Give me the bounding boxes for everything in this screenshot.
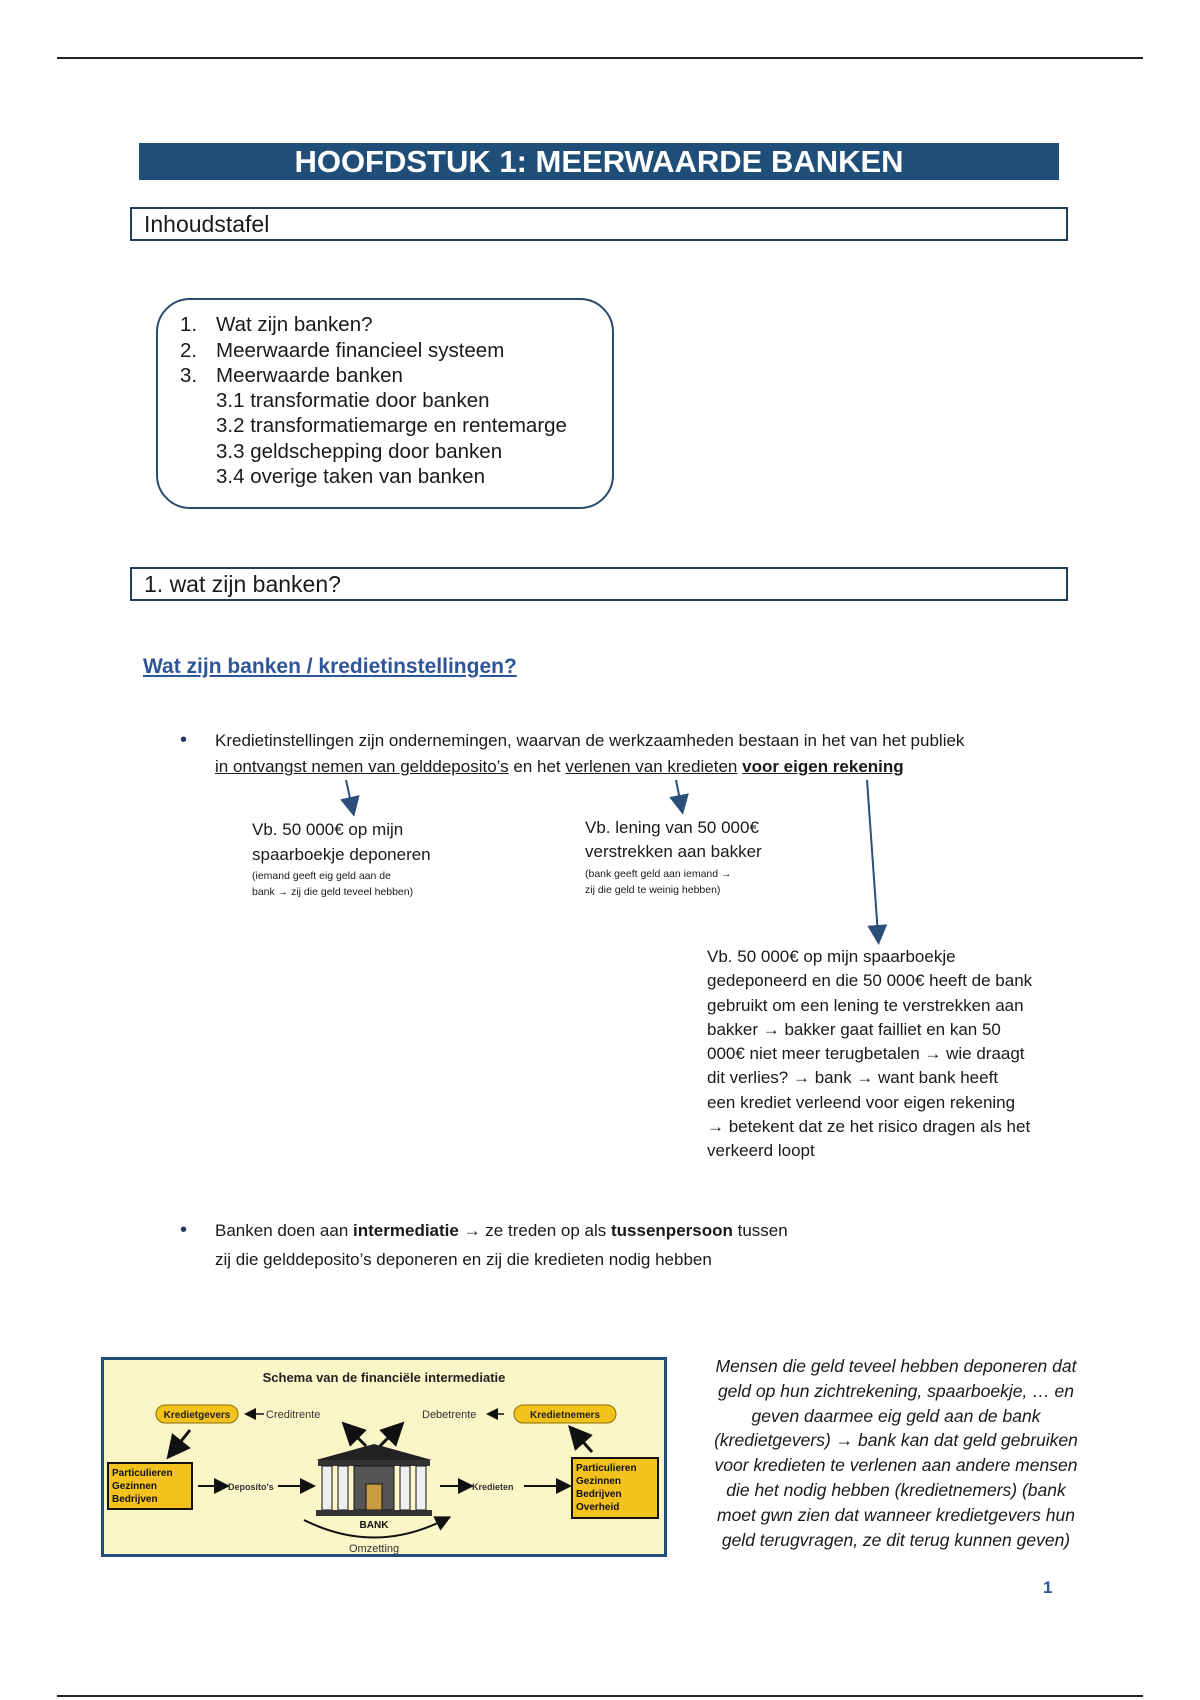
- example3-line: 000€ niet meer terugbetalen → wie draagt: [707, 1044, 1025, 1064]
- explanation-line: die het nodig hebben (kredietnemers) (bank: [726, 1479, 1066, 1500]
- example1-line1: Vb. 50 000€ op mijn: [252, 820, 404, 839]
- borrowers-label: Kredietnemers: [529, 1410, 601, 1421]
- bullet-marker: •: [180, 729, 188, 751]
- top-rule: [57, 57, 1143, 59]
- explanation-line: geld op hun zichtrekening, spaarboekje, … en: [717, 1380, 1075, 1401]
- page-number: 1: [1043, 1578, 1053, 1597]
- arrow-to-example2: [676, 780, 681, 805]
- deposits-phrase: in ontvangst nemen van gelddeposito’s: [215, 757, 509, 776]
- toc-item-3-1: 3.1 transformatie door banken: [216, 389, 490, 412]
- bullet2-text-c: → ze treden op als: [463, 1221, 607, 1240]
- example3-line: Vb. 50 000€ op mijn spaarboekje: [707, 947, 956, 966]
- subheading: Wat zijn banken / kredietinstellingen?: [143, 655, 517, 678]
- schema-explanation: [696, 1354, 1096, 1552]
- explanation-line: geld terugvragen, ze dit terug kunnen geven): [721, 1529, 1071, 1550]
- example3-line: → betekent dat ze het risico dragen als het: [707, 1117, 1031, 1137]
- example2-line2: verstrekken aan bakker: [585, 842, 762, 861]
- bullet1-line1: Kredietinstellingen zijn ondernemingen, waarvan de werkzaamheden bestaan in het van het publiek: [215, 731, 965, 750]
- right-box-line-2: Gezinnen: [576, 1476, 622, 1487]
- left-box-line-1: Particulieren: [112, 1468, 173, 1479]
- toc-item-3-4: 3.4 overige taken van banken: [216, 465, 485, 488]
- explanation-line: Mensen die geld teveel hebben deponeren dat: [715, 1356, 1077, 1376]
- example3-line: gebruikt om een lening te verstrekken aan: [707, 995, 1024, 1015]
- right-box-line-1: Particulieren: [576, 1463, 637, 1474]
- bank-in-arrow-right: [380, 1430, 396, 1446]
- bullet2-text-e: tussen: [737, 1221, 788, 1240]
- toc-item-3-3: 3.3 geldschepping door banken: [216, 440, 503, 463]
- explanation-line: moet gwn zien dat wanneer kredietgevers hun: [717, 1504, 1075, 1525]
- toc-num-1: 1.: [180, 313, 198, 336]
- lenders-label: Kredietgevers: [163, 1410, 231, 1421]
- example3-line: verkeerd loopt: [707, 1141, 815, 1161]
- bullet2-text-a: Banken doen aan: [215, 1221, 349, 1240]
- toc-num-3: 3.: [180, 364, 198, 387]
- schema-drawing: [104, 1360, 664, 1554]
- example2-note1: (bank geeft geld aan iemand →: [585, 868, 732, 880]
- credits-label: Kredieten: [472, 1482, 514, 1492]
- toc-num-2: 2.: [180, 339, 198, 362]
- and-text: en het: [513, 757, 561, 776]
- toc-item-3-2: 3.2 transformatiemarge en rentemarge: [216, 414, 567, 437]
- own-account-phrase: voor eigen rekening: [742, 757, 904, 776]
- debit-rate-label: Debetrente: [422, 1409, 477, 1421]
- credit-rate-label: Creditrente: [266, 1409, 321, 1421]
- bottom-rule: [57, 1695, 1143, 1697]
- tussenpersoon-term: tussenpersoon: [611, 1221, 733, 1240]
- schema-title: Schema van de financiële intermediatie: [262, 1370, 506, 1385]
- example1-note1: (iemand geeft eig geld aan de: [252, 870, 391, 882]
- example3-line: gedeponeerd en die 50 000€ heeft de bank: [707, 971, 1033, 991]
- example1-note2: bank → zij die geld teveel hebben): [252, 886, 414, 898]
- conversion-label: Omzetting: [349, 1543, 400, 1554]
- intermediation-schema: [101, 1357, 667, 1557]
- bank-building-icon: [316, 1444, 432, 1516]
- bank-label: BANK: [359, 1520, 389, 1531]
- example3-line: een krediet verleend voor eigen rekening: [707, 1092, 1016, 1112]
- arrow-to-example3: [867, 780, 878, 935]
- toc-item-2: Meerwaarde financieel systeem: [216, 339, 505, 362]
- bullet2-line1: [215, 1221, 788, 1241]
- example2-line1: Vb. lening van 50 000€: [585, 818, 759, 837]
- explanation-line: (kredietgevers) → bank kan dat geld gebruiken: [714, 1430, 1078, 1451]
- toc-item-1: Wat zijn banken?: [216, 313, 373, 336]
- left-box-line-3: Bedrijven: [112, 1494, 158, 1505]
- example3: [707, 945, 1032, 1164]
- explanation-line: voor kredieten te verlenen aan andere mensen: [714, 1455, 1078, 1476]
- toc-item-3: Meerwaarde banken: [216, 364, 403, 387]
- bullet-marker: •: [180, 1219, 188, 1241]
- explanation-line: geven daarmee eig geld aan de bank: [751, 1405, 1041, 1426]
- right-box-line-3: Bedrijven: [576, 1489, 622, 1500]
- example3-line: bakker → bakker gaat failliet en kan 50: [707, 1019, 1001, 1039]
- example2-note2: zij die geld te weinig hebben): [585, 884, 721, 896]
- lenders-down-arrow: [174, 1430, 190, 1450]
- bullet2-line2: zij die gelddeposito’s deponeren en zij die kredieten nodig hebben: [215, 1250, 712, 1269]
- credits-phrase: verlenen van kredieten: [565, 757, 738, 776]
- right-box-line-4: Overheid: [576, 1502, 620, 1513]
- section-heading-1: 1. wat zijn banken?: [130, 567, 1068, 601]
- left-box-line-2: Gezinnen: [112, 1481, 158, 1492]
- bullet1-line2: [215, 757, 904, 777]
- deposits-label: Deposito's: [228, 1482, 274, 1492]
- toc-box: [156, 298, 614, 509]
- toc-header: Inhoudstafel: [130, 207, 1068, 241]
- example3-line: dit verlies? → bank → want bank heeft: [707, 1068, 999, 1088]
- chapter-title: HOOFDSTUK 1: MEERWAARDE BANKEN: [139, 143, 1059, 180]
- example1-line2: spaarboekje deponeren: [252, 845, 431, 864]
- intermediatie-term: intermediatie: [353, 1221, 459, 1240]
- arrow-to-example1: [346, 780, 352, 807]
- bank-in-arrow-left: [350, 1430, 366, 1446]
- borrowers-up-arrow: [576, 1434, 592, 1452]
